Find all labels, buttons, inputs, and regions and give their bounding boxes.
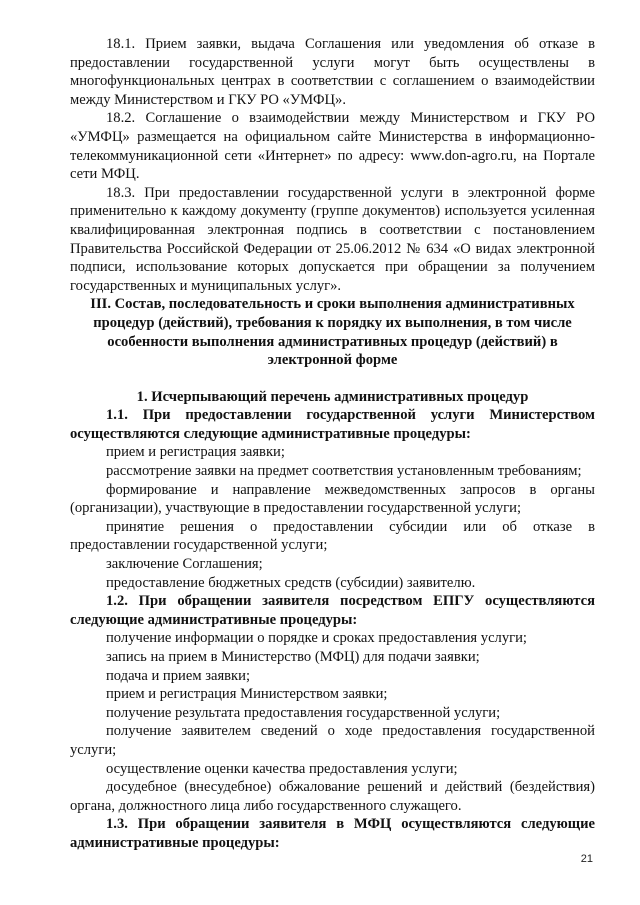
paragraph-1-1-heading: 1.1. При предоставлении государственной услуги Министерством осуществляются следующие административные процедуры: <box>70 407 595 442</box>
list-item: подача и прием заявки; <box>106 667 251 684</box>
page-number: 21 <box>580 853 593 865</box>
list-item: формирование и направление межведомственных запросов в органы (организации), участвующие в предоставлении государственной услуги; <box>70 481 595 517</box>
paragraph-1-2-heading: 1.2. При обращении заявителя посредством ЕПГУ осуществляются следующие административные процедуры: <box>70 593 595 628</box>
paragraph-18-2: 18.2. Соглашение о взаимодействии между Министерством и ГКУ РО «УМФЦ» размещается на официальном сайте Министерства в информационно-телекоммуникационной сети «Интернет» по адресу: www.don-agro.ru, на Портале сети МФЦ. <box>70 110 595 183</box>
list-item: рассмотрение заявки на предмет соответствия установленным требованиям; <box>106 463 582 480</box>
paragraph-1-3-heading: 1.3. При обращении заявителя в МФЦ осуществляются следующие административные процедуры: <box>70 816 595 851</box>
list-item: запись на прием в Министерство (МФЦ) для подачи заявки; <box>106 649 480 665</box>
list-item: получение информации о порядке и сроках предоставления услуги; <box>106 630 527 647</box>
document-page <box>70 35 595 853</box>
subsection-title: 1. Исчерпывающий перечень административных процедур <box>136 388 529 405</box>
list-item: прием и регистрация Министерством заявки; <box>106 686 388 703</box>
section-title: III. Состав, последовательность и сроки выполнения административных процедур (действий), требования к порядку их выполнения, в том числе особенности выполнения административных процедур (действий) в электронной форме <box>90 296 575 369</box>
list-item: предоставление бюджетных средств (субсидии) заявителю. <box>106 574 476 591</box>
list-item: принятие решения о предоставлении субсидии или об отказе в предоставлении государственной услуги; <box>70 518 595 554</box>
list-item: получение заявителем сведений о ходе предоставления государственной услуги; <box>70 723 595 758</box>
list-item: досудебное (внесудебное) обжалование решений и действий (бездействия) органа, должностного лица либо государственного служащего. <box>70 779 595 814</box>
list-item: прием и регистрация заявки; <box>106 444 285 461</box>
paragraph-18-3: 18.3. При предоставлении государственной услуги в электронной форме применительно к каждому документу (группе документов) используется усиленная квалифицированная электронная подпись в соответствии с постановлением Правительства Российской Федерации от 25.06.2012 № 634 «О видах электронной подписи, использование которых допускается при обращении за получением государственных и муниципальных услуг». <box>70 184 595 294</box>
list-item: осуществление оценки качества предоставления услуги; <box>106 760 458 777</box>
list-item: заключение Соглашения; <box>106 556 263 573</box>
list-item: получение результата предоставления государственной услуги; <box>106 704 501 721</box>
paragraph-18-1: 18.1. Прием заявки, выдача Соглашения или уведомления об отказе в предоставлении государственной услуги могут быть осуществлены в многофункциональных центрах в соответствии с соглашением о взаимодействии между Министерством и ГКУ РО «УМФЦ». <box>70 36 595 108</box>
